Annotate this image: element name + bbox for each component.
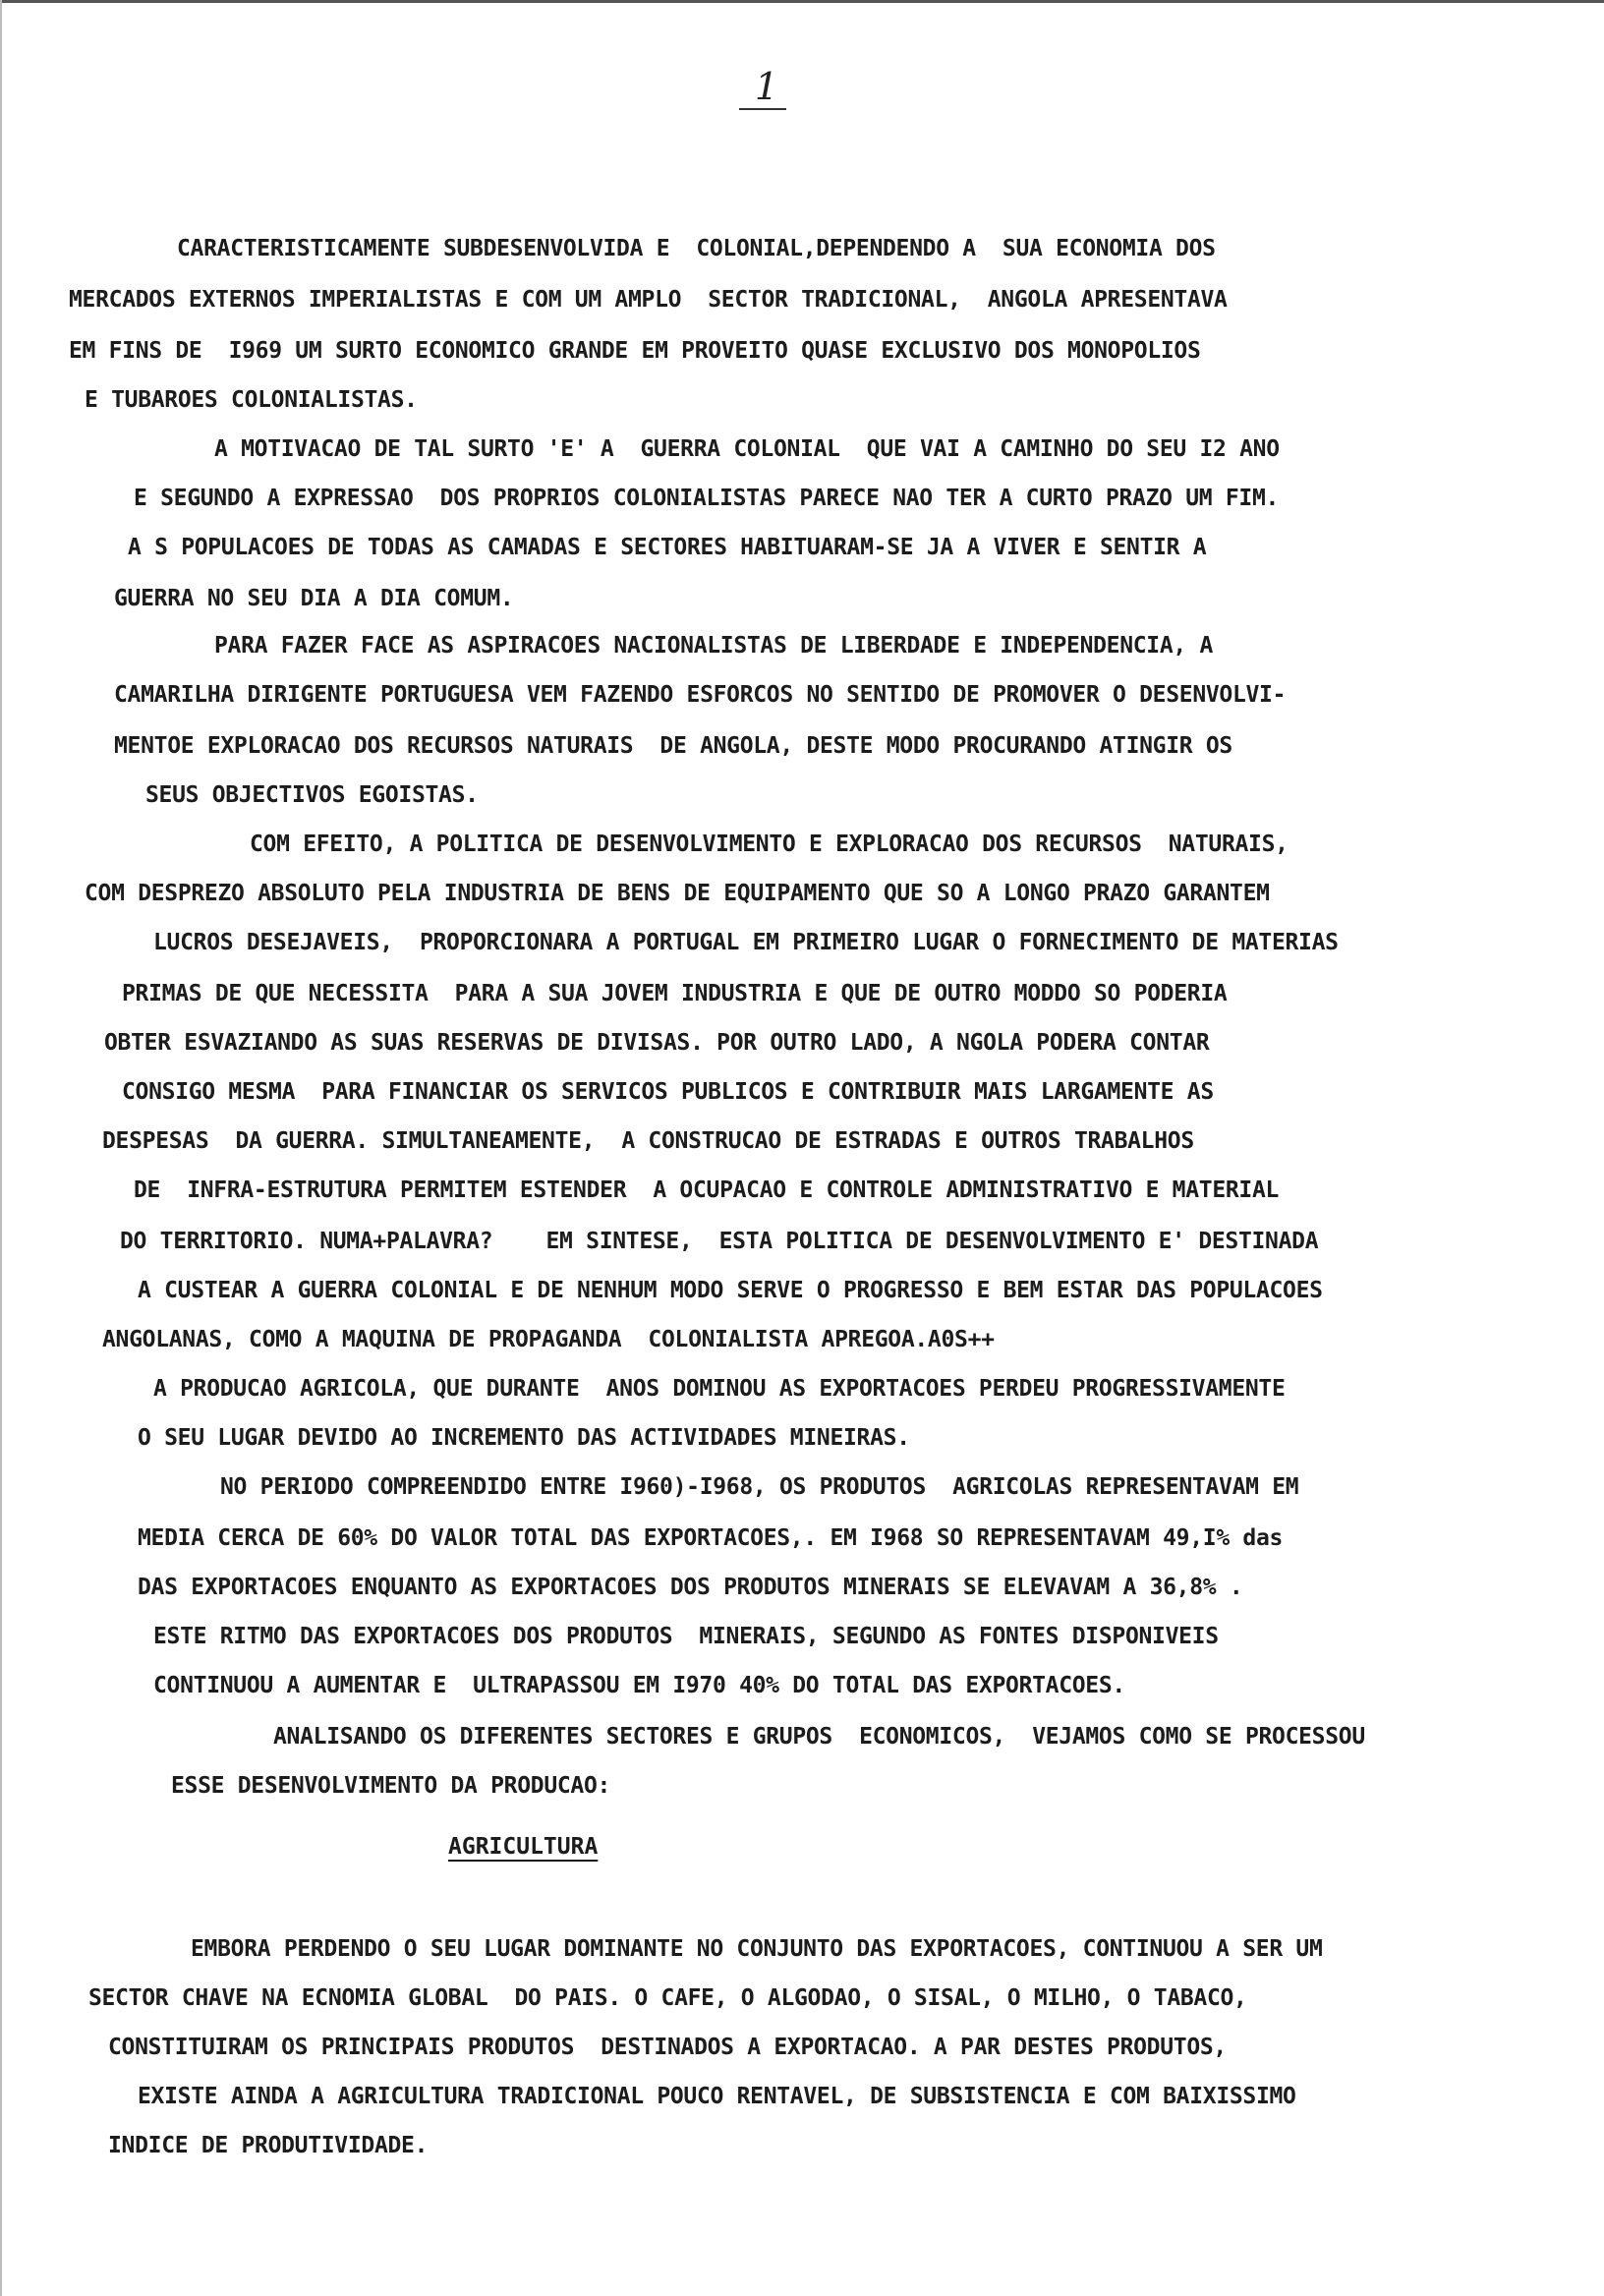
paragraph-4-line-9: DO TERRITORIO. NUMA+PALAVRA? EM SINTESE, ESTA POLITICA DE DESENVOLVIMENTO E' DESTINADA — [120, 1229, 1319, 1254]
paragraph-3-line-4: SEUS OBJECTIVOS EGOISTAS. — [145, 782, 479, 808]
section-paragraph-line-2: SECTOR CHAVE NA ECNOMIA GLOBAL DO PAIS. O CAFE, O ALGODAO, O SISAL, O MILHO, O TABACO, — [88, 1985, 1247, 2011]
section-paragraph-line-4: EXISTE AINDA A AGRICULTURA TRADICIONAL POUCO RENTAVEL, DE SUBSISTENCIA E COM BAIXISSIMO — [138, 2084, 1296, 2109]
paragraph-5-line-2: O SEU LUGAR DEVIDO AO INCREMENTO DAS ACTIVIDADES MINEIRAS. — [138, 1425, 910, 1451]
paragraph-3-line-2: CAMARILHA DIRIGENTE PORTUGUESA VEM FAZENDO ESFORCOS NO SENTIDO DE PROMOVER O DESENVOLVI- — [114, 682, 1287, 708]
paragraph-5-line-1: A PRODUCAO AGRICOLA, QUE DURANTE ANOS DOMINOU AS EXPORTACOES PERDEU PROGRESSIVAMENTE — [153, 1376, 1286, 1402]
section-heading-agricultura: AGRICULTURA — [448, 1834, 599, 1860]
paragraph-6-line-5: CONTINUOU A AUMENTAR E ULTRAPASSOU EM I970 40% DO TOTAL DAS EXPORTACOES. — [153, 1673, 1125, 1698]
page-top-edge — [0, 0, 1604, 3]
paragraph-3-line-1: PARA FAZER FACE AS ASPIRACOES NACIONALISTAS DE LIBERDADE E INDEPENDENCIA, A — [214, 633, 1214, 659]
paragraph-6-line-2: MEDIA CERCA DE 60% DO VALOR TOTAL DAS EXPORTACOES,. EM I968 SO REPRESENTAVAM 49,I% das — [138, 1525, 1284, 1551]
paragraph-4-line-1: COM EFEITO, A POLITICA DE DESENVOLVIMENTO E EXPLORACAO DOS RECURSOS NATURAIS, — [250, 832, 1289, 857]
paragraph-4-line-2: COM DESPREZO ABSOLUTO PELA INDUSTRIA DE BENS DE EQUIPAMENTO QUE SO A LONGO PRAZO GARANTEM — [85, 881, 1270, 906]
paragraph-7-line-2: ESSE DESENVOLVIMENTO DA PRODUCAO: — [171, 1773, 611, 1799]
paragraph-4-line-4: PRIMAS DE QUE NECESSITA PARA A SUA JOVEM INDUSTRIA E QUE DE OUTRO MODDO SO PODERIA — [122, 981, 1228, 1006]
paragraph-1-line-2: MERCADOS EXTERNOS IMPERIALISTAS E COM UM AMPLO SECTOR TRADICIONAL, ANGOLA APRESENTAVA — [69, 287, 1228, 313]
paragraph-2-line-2: E SEGUNDO A EXPRESSAO DOS PROPRIOS COLONIALISTAS PARECE NAO TER A CURTO PRAZO UM FIM. — [134, 486, 1280, 511]
paragraph-2-line-3: A S POPULACOES DE TODAS AS CAMADAS E SECTORES HABITUARAM-SE JA A VIVER E SENTIR A — [128, 535, 1207, 560]
page-number-underline — [739, 108, 786, 110]
paragraph-4-line-10: A CUSTEAR A GUERRA COLONIAL E DE NENHUM MODO SERVE O PROGRESSO E BEM ESTAR DAS POPULACOES — [138, 1278, 1323, 1303]
paragraph-4-line-7: DESPESAS DA GUERRA. SIMULTANEAMENTE, A CONSTRUCAO DE ESTRADAS E OUTROS TRABALHOS — [102, 1128, 1194, 1154]
paragraph-1-line-3: EM FINS DE I969 UM SURTO ECONOMICO GRANDE EM PROVEITO QUASE EXCLUSIVO DOS MONOPOLIOS — [69, 338, 1201, 364]
paragraph-6-line-3: DAS EXPORTACOES ENQUANTO AS EXPORTACOES DOS PRODUTOS MINERAIS SE ELEVAVAM A 36,8% . — [138, 1575, 1243, 1600]
paragraph-6-line-4: ESTE RITMO DAS EXPORTACOES DOS PRODUTOS MINERAIS, SEGUNDO AS FONTES DISPONIVEIS — [153, 1624, 1219, 1649]
paragraph-3-line-3: MENTOE EXPLORACAO DOS RECURSOS NATURAIS DE ANGOLA, DESTE MODO PROCURANDO ATINGIR OS — [114, 733, 1232, 759]
page-left-edge — [0, 0, 2, 2296]
paragraph-4-line-5: OBTER ESVAZIANDO AS SUAS RESERVAS DE DIVISAS. POR OUTRO LADO, A NGOLA PODERA CONTAR — [104, 1030, 1210, 1056]
paragraph-2-line-4: GUERRA NO SEU DIA A DIA COMUM. — [114, 586, 514, 611]
section-paragraph-line-3: CONSTITUIRAM OS PRINCIPAIS PRODUTOS DESTINADOS A EXPORTACAO. A PAR DESTES PRODUTOS, — [108, 2035, 1227, 2060]
section-paragraph-line-1: EMBORA PERDENDO O SEU LUGAR DOMINANTE NO CONJUNTO DAS EXPORTACOES, CONTINUOU A SER UM — [191, 1936, 1323, 1962]
paragraph-7-line-1: ANALISANDO OS DIFERENTES SECTORES E GRUPOS ECONOMICOS, VEJAMOS COMO SE PROCESSOU — [273, 1724, 1365, 1750]
page-number: 1 — [754, 65, 779, 108]
paragraph-4-line-8: DE INFRA-ESTRUTURA PERMITEM ESTENDER A OCUPACAO E CONTROLE ADMINISTRATIVO E MATERIAL — [134, 1177, 1280, 1203]
paragraph-4-line-11: ANGOLANAS, COMO A MAQUINA DE PROPAGANDA COLONIALISTA APREGOA.A0S++ — [102, 1327, 995, 1352]
paragraph-1-line-4: E TUBAROES COLONIALISTAS. — [85, 387, 418, 413]
paragraph-2-line-1: A MOTIVACAO DE TAL SURTO 'E' A GUERRA COLONIAL QUE VAI A CAMINHO DO SEU I2 ANO — [214, 436, 1280, 462]
section-paragraph-line-5: INDICE DE PRODUTIVIDADE. — [108, 2133, 429, 2158]
paragraph-1-line-1: CARACTERISTICAMENTE SUBDESENVOLVIDA E COLONIAL,DEPENDENDO A SUA ECONOMIA DOS — [177, 236, 1216, 261]
paragraph-4-line-6: CONSIGO MESMA PARA FINANCIAR OS SERVICOS PUBLICOS E CONTRIBUIR MAIS LARGAMENTE AS — [122, 1079, 1214, 1105]
paragraph-6-line-1: NO PERIODO COMPREENDIDO ENTRE I960)-I968, OS PRODUTOS AGRICOLAS REPRESENTAVAM EM — [220, 1474, 1299, 1500]
paragraph-4-line-3: LUCROS DESEJAVEIS, PROPORCIONARA A PORTUGAL EM PRIMEIRO LUGAR O FORNECIMENTO DE MATERIAS — [153, 930, 1339, 955]
